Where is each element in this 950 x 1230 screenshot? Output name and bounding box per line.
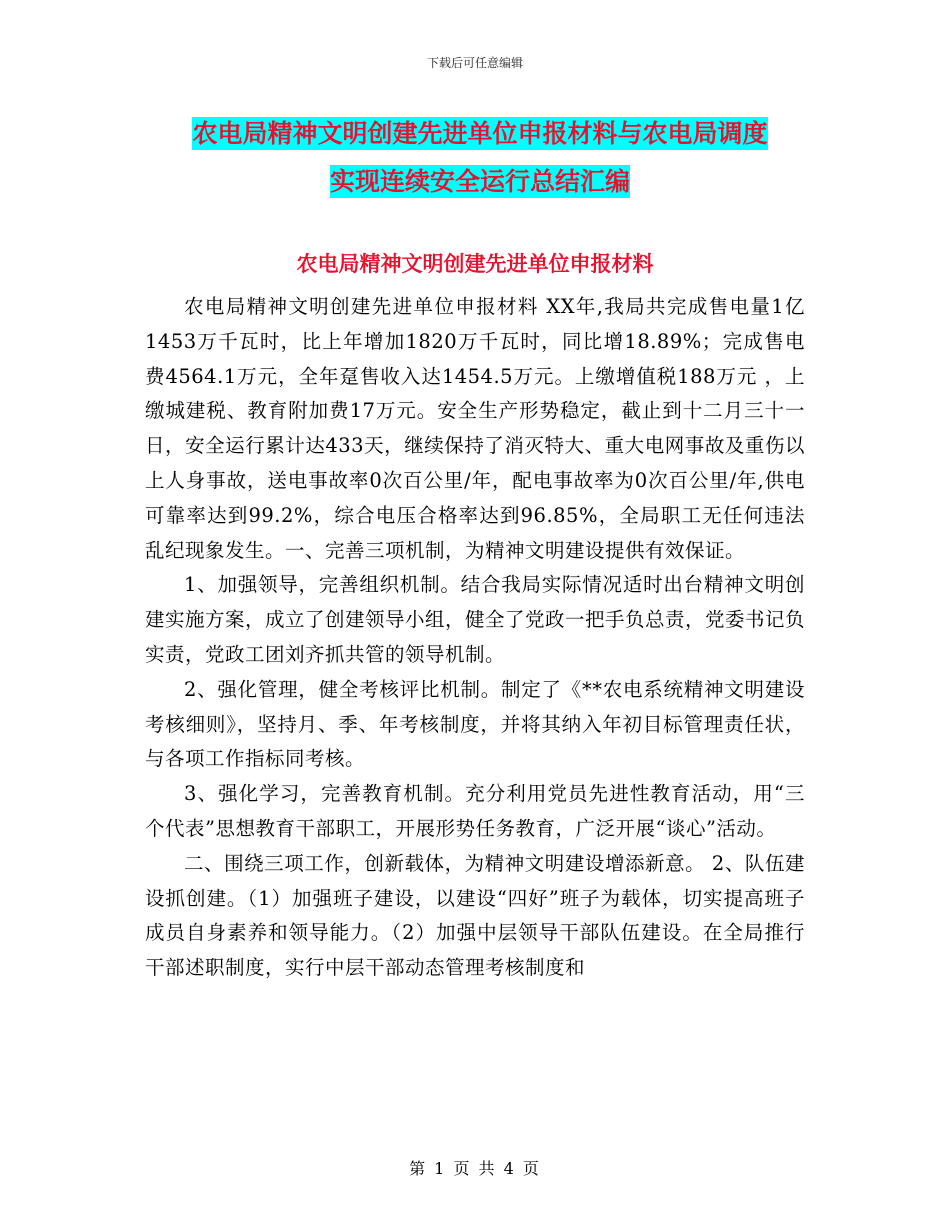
- document-title-line-1: 农电局精神文明创建先进单位申报材料与农电局调度: [192, 119, 768, 148]
- paragraph: 二、围绕三项工作，创新载体，为精神文明建设增添新意。 2、队伍建设抓创建。（1）加强班子建设，以建设“四好”班子为载体，切实提高班子成员自身素养和领导能力。（2）加强中层领导干部队伍建设。在全局推行干部述职制度，实行中层干部动态管理考核制度和: [145, 851, 805, 980]
- page-footer: 第 1 页 共 4 页: [409, 1159, 541, 1178]
- paragraph: 3、强化学习，完善教育机制。充分利用党员先进性教育活动，用“三个代表”思想教育干部职工，开展形势任务教育，广泛开展“谈心”活动。: [145, 782, 805, 840]
- body-text: [145, 290, 805, 986]
- paragraph: 农电局精神文明创建先进单位申报材料 XX年,我局共完成售电量1亿1453万千瓦时，比上年增加1820万千瓦时，同比增18.89%；完成售电费4564.1万元，全年趸售收入达1454.5万元。上缴增值税188万元 ，上缴城建税、教育附加费17万元。安全生产形势稳定，截止到十二月三十一日，安全运行累计达433天，继续保持了消灭特大、重大电网事故及重伤以上人身事故，送电事故率0次百公里/年，配电事故率为0次百公里/年,供电可靠率达到99.2%，综合电压合格率达到96.85%，全局职工无任何违法乱纪现象发生。一、完善三项机制，为精神文明建设提供有效保证。: [145, 295, 805, 562]
- section-title: 农电局精神文明创建先进单位申报材料: [296, 251, 654, 276]
- paragraph: 1、加强领导，完善组织机制。结合我局实际情况适时出台精神文明创建实施方案，成立了创建领导小组，健全了党政一把手负总责，党委书记负实责，党政工团刘齐抓共管的领导机制。: [145, 573, 806, 666]
- header-note: 下载后可任意编辑: [426, 56, 523, 70]
- paragraph: 2、强化管理，健全考核评比机制。制定了《**农电系统精神文明建设考核细则》，坚持月、季、年考核制度，并将其纳入年初目标管理责任状，与各项工作指标同考核。: [145, 677, 805, 771]
- document-title-line-2: 实现连续安全运行总结汇编: [329, 167, 630, 196]
- document-title: [140, 110, 820, 206]
